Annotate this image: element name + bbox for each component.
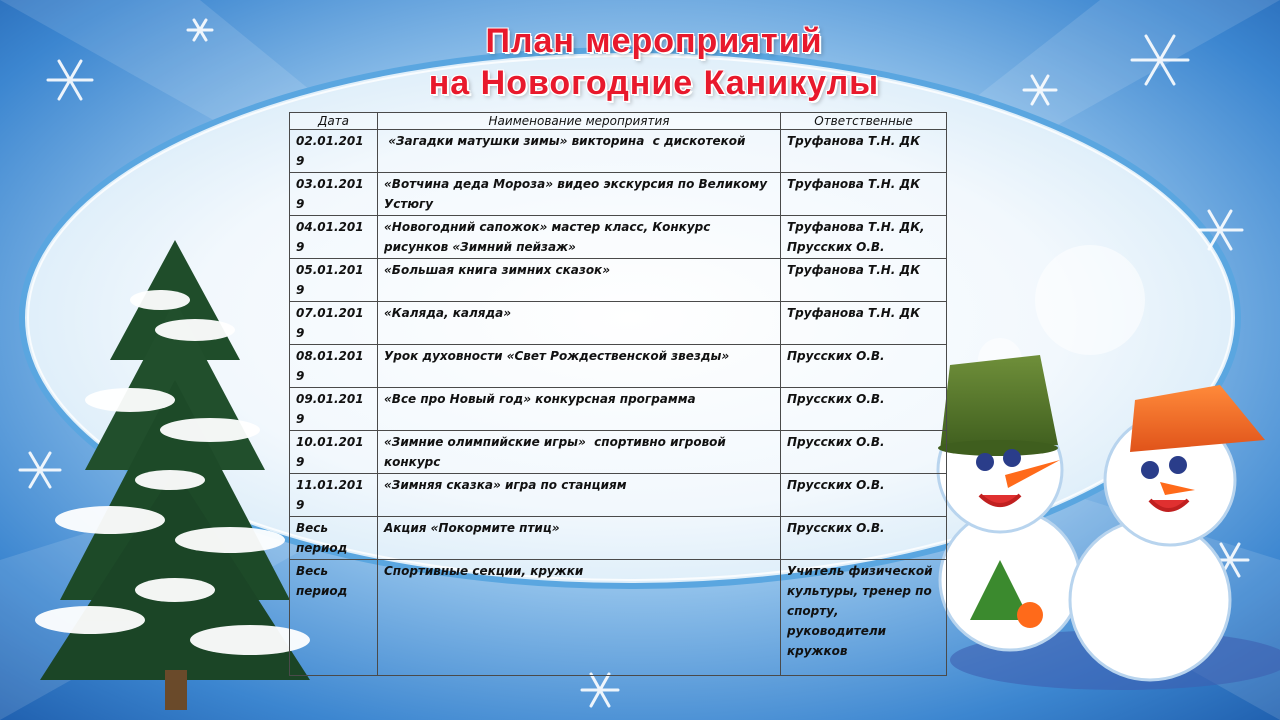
row-date: Весь период (290, 517, 378, 560)
row-responsible: Прусских О.В. (781, 388, 947, 431)
header-event: Наименование мероприятия (378, 113, 781, 130)
events-table (289, 112, 947, 676)
row-date: 10.01.2019 (290, 431, 378, 474)
header-responsible: Ответственные (781, 113, 947, 130)
row-event: «Каляда, каляда» (378, 302, 781, 345)
row-responsible: Труфанова Т.Н. ДК (781, 259, 947, 302)
row-event: «Загадки матушки зимы» викторина с дискотекой (378, 130, 781, 173)
table-row (290, 474, 947, 517)
row-event: «Все про Новый год» конкурсная программа (378, 388, 781, 431)
table-row (290, 431, 947, 474)
row-event: «Новогодний сапожок» мастер класс, Конкурс рисунков «Зимний пейзаж» (378, 216, 781, 259)
table-row (290, 302, 947, 345)
row-event: Акция «Покормите птиц» (378, 517, 781, 560)
header-date: Дата (290, 113, 378, 130)
table-row (290, 216, 947, 259)
row-date: 08.01.2019 (290, 345, 378, 388)
row-event: «Зимняя сказка» игра по станциям (378, 474, 781, 517)
row-date: 04.01.2019 (290, 216, 378, 259)
row-date: Весь период (290, 560, 378, 676)
row-responsible: Прусских О.В. (781, 517, 947, 560)
table-row (290, 345, 947, 388)
table-header-row (290, 113, 947, 130)
row-responsible: Труфанова Т.Н. ДК (781, 173, 947, 216)
row-date: 05.01.2019 (290, 259, 378, 302)
row-date: 03.01.2019 (290, 173, 378, 216)
table-row (290, 388, 947, 431)
row-event: «Вотчина деда Мороза» видео экскурсия по Великому Устюгу (378, 173, 781, 216)
row-responsible: Прусских О.В. (781, 345, 947, 388)
table-row (290, 517, 947, 560)
row-responsible: Учитель физической культуры, тренер по спорту, руководители кружков (781, 560, 947, 676)
table-row (290, 173, 947, 216)
page-title-line2: на Новогодние Каникулы (428, 64, 880, 102)
row-responsible: Прусских О.В. (781, 474, 947, 517)
row-date: 09.01.2019 (290, 388, 378, 431)
row-responsible: Труфанова Т.Н. ДК, Прусских О.В. (781, 216, 947, 259)
row-date: 11.01.2019 (290, 474, 378, 517)
table-row (290, 560, 947, 676)
page-title-line1: План мероприятий (485, 22, 823, 60)
row-event: «Большая книга зимних сказок» (378, 259, 781, 302)
row-event: Спортивные секции, кружки (378, 560, 781, 676)
row-responsible: Труфанова Т.Н. ДК (781, 302, 947, 345)
row-date: 02.01.2019 (290, 130, 378, 173)
table-row (290, 130, 947, 173)
row-date: 07.01.2019 (290, 302, 378, 345)
row-responsible: Труфанова Т.Н. ДК (781, 130, 947, 173)
table-row (290, 259, 947, 302)
row-event: Урок духовности «Свет Рождественской звезды» (378, 345, 781, 388)
row-responsible: Прусских О.В. (781, 431, 947, 474)
row-event: «Зимние олимпийские игры» спортивно игровой конкурс (378, 431, 781, 474)
